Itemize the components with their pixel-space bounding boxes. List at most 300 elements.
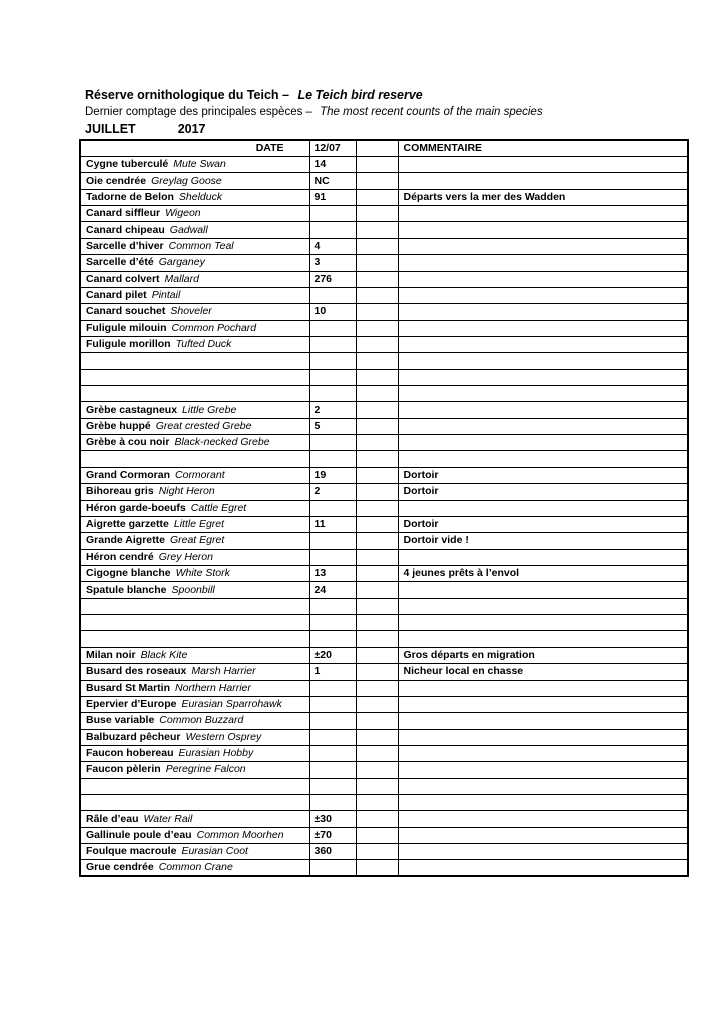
comment-cell: Dortoir bbox=[398, 467, 688, 483]
species-name-english: Common Teal bbox=[168, 239, 234, 252]
comment-cell: 4 jeunes prêts à l’envol bbox=[398, 565, 688, 581]
species-name-french: Cygne tuberculé bbox=[86, 158, 169, 171]
species-name-english: Little Egret bbox=[173, 518, 225, 531]
subtitle-separator: – bbox=[302, 106, 316, 118]
species-name-french: Faucon hobereau bbox=[86, 747, 174, 760]
count-cell bbox=[309, 206, 356, 222]
species-name-english: Eurasian Sparrohawk bbox=[181, 698, 282, 711]
species-cell bbox=[80, 598, 309, 614]
table-row bbox=[80, 353, 688, 369]
species-cell bbox=[80, 745, 309, 761]
empty-cell bbox=[356, 189, 398, 205]
count-cell: 13 bbox=[309, 565, 356, 581]
table-row bbox=[80, 615, 688, 631]
table-row bbox=[80, 157, 688, 173]
species-name-french: Sarcelle d’hiver bbox=[86, 239, 164, 252]
comment-cell: Départs vers la mer des Wadden bbox=[398, 189, 688, 205]
table-row bbox=[80, 206, 688, 222]
table-row bbox=[80, 484, 688, 500]
count-cell bbox=[309, 696, 356, 712]
empty-cell bbox=[356, 484, 398, 500]
species-cell bbox=[80, 386, 309, 402]
count-cell: 24 bbox=[309, 582, 356, 598]
species-name-english: Black Kite bbox=[140, 648, 188, 661]
comment-cell bbox=[398, 598, 688, 614]
table-row bbox=[80, 565, 688, 581]
table-row bbox=[80, 827, 688, 843]
comment-cell bbox=[398, 157, 688, 173]
species-name-english: Peregrine Falcon bbox=[165, 763, 246, 776]
empty-cell bbox=[356, 173, 398, 189]
count-cell: 91 bbox=[309, 189, 356, 205]
species-cell bbox=[80, 173, 309, 189]
species-cell bbox=[80, 664, 309, 680]
species-cell bbox=[80, 565, 309, 581]
species-name-french: Epervier d’Europe bbox=[86, 698, 177, 711]
species-name-english: Eurasian Coot bbox=[181, 845, 248, 858]
table-row bbox=[80, 189, 688, 205]
species-name-english: Night Heron bbox=[158, 485, 215, 498]
species-name-french: Héron garde-boeufs bbox=[86, 501, 186, 514]
empty-cell bbox=[356, 615, 398, 631]
empty-cell bbox=[356, 320, 398, 336]
species-cell bbox=[80, 795, 309, 811]
comment-cell bbox=[398, 173, 688, 189]
empty-cell bbox=[356, 222, 398, 238]
empty-cell bbox=[356, 745, 398, 761]
count-cell bbox=[309, 713, 356, 729]
species-name-english: Little Grebe bbox=[182, 403, 237, 416]
species-name-french: Oie cendrée bbox=[86, 174, 147, 187]
species-cell bbox=[80, 680, 309, 696]
empty-cell bbox=[356, 206, 398, 222]
table-row bbox=[80, 745, 688, 761]
species-count-table-body bbox=[80, 140, 688, 876]
species-name-french: Canard souchet bbox=[86, 305, 166, 318]
species-cell bbox=[80, 238, 309, 254]
count-cell: 360 bbox=[309, 844, 356, 860]
empty-cell bbox=[356, 402, 398, 418]
count-cell bbox=[309, 860, 356, 877]
species-name-english: Pintail bbox=[151, 289, 181, 302]
species-name-english: Shoveler bbox=[170, 305, 212, 318]
empty-cell bbox=[356, 827, 398, 843]
empty-cell bbox=[356, 369, 398, 385]
count-cell: 276 bbox=[309, 271, 356, 287]
comment-cell bbox=[398, 615, 688, 631]
count-cell bbox=[309, 500, 356, 516]
species-name-french: Busard St Martin bbox=[86, 681, 171, 694]
count-cell: 14 bbox=[309, 157, 356, 173]
empty-cell bbox=[356, 664, 398, 680]
species-name-french: Grèbe castagneux bbox=[86, 403, 178, 416]
table-row bbox=[80, 598, 688, 614]
species-cell bbox=[80, 696, 309, 712]
empty-cell bbox=[356, 631, 398, 647]
count-cell bbox=[309, 222, 356, 238]
species-name-french: Canard pilet bbox=[86, 289, 147, 302]
comment-cell bbox=[398, 418, 688, 434]
species-name-french: Tadorne de Belon bbox=[86, 190, 174, 203]
comment-cell: Gros départs en migration bbox=[398, 647, 688, 663]
table-row bbox=[80, 762, 688, 778]
species-name-french: Fuligule morillon bbox=[86, 338, 171, 351]
table-row bbox=[80, 664, 688, 680]
species-cell bbox=[80, 500, 309, 516]
comment-cell bbox=[398, 500, 688, 516]
comment-cell: Nicheur local en chasse bbox=[398, 664, 688, 680]
count-cell bbox=[309, 533, 356, 549]
empty-cell bbox=[356, 778, 398, 794]
species-name-french: Aigrette garzette bbox=[86, 518, 169, 531]
table-row bbox=[80, 418, 688, 434]
table-row bbox=[80, 287, 688, 303]
species-cell bbox=[80, 418, 309, 434]
species-cell bbox=[80, 189, 309, 205]
table-row bbox=[80, 402, 688, 418]
comment-cell bbox=[398, 353, 688, 369]
species-cell bbox=[80, 811, 309, 827]
comment-cell bbox=[398, 631, 688, 647]
count-cell bbox=[309, 795, 356, 811]
comment-cell bbox=[398, 811, 688, 827]
species-cell bbox=[80, 353, 309, 369]
empty-cell bbox=[356, 500, 398, 516]
count-cell bbox=[309, 320, 356, 336]
species-name-english: Common Buzzard bbox=[159, 714, 244, 727]
empty-cell bbox=[356, 353, 398, 369]
species-name-english: Eurasian Hobby bbox=[178, 747, 254, 760]
comment-cell bbox=[398, 696, 688, 712]
species-name-english: Common Pochard bbox=[171, 321, 257, 334]
species-cell bbox=[80, 533, 309, 549]
subtitle-english: The most recent counts of the main species bbox=[320, 106, 543, 118]
species-cell bbox=[80, 778, 309, 794]
count-cell bbox=[309, 353, 356, 369]
species-cell bbox=[80, 304, 309, 320]
empty-cell bbox=[356, 811, 398, 827]
comment-cell bbox=[398, 549, 688, 565]
species-name-french: Faucon pèlerin bbox=[86, 763, 161, 776]
table-row bbox=[80, 222, 688, 238]
species-name-french: Grand Cormoran bbox=[86, 469, 171, 481]
comment-cell bbox=[398, 745, 688, 761]
species-name-english: Mute Swan bbox=[173, 158, 226, 171]
period-month: JUILLET bbox=[85, 122, 136, 136]
empty-cell bbox=[356, 255, 398, 271]
species-name-french: Héron cendré bbox=[86, 550, 154, 563]
table-row bbox=[80, 238, 688, 254]
count-cell bbox=[309, 729, 356, 745]
table-row bbox=[80, 860, 688, 877]
date-header-cell bbox=[80, 140, 309, 157]
count-cell bbox=[309, 598, 356, 614]
comment-cell: Dortoir bbox=[398, 484, 688, 500]
comment-cell bbox=[398, 386, 688, 402]
comment-cell bbox=[398, 271, 688, 287]
empty-cell bbox=[356, 435, 398, 451]
species-name-french: Bihoreau gris bbox=[86, 485, 154, 498]
empty-cell bbox=[356, 844, 398, 860]
comment-cell bbox=[398, 287, 688, 303]
count-cell bbox=[309, 386, 356, 402]
species-name-french: Fuligule milouin bbox=[86, 321, 167, 334]
species-name-english: Common Moorhen bbox=[196, 828, 284, 841]
count-cell: NC bbox=[309, 173, 356, 189]
table-row bbox=[80, 795, 688, 811]
species-name-french: Milan noir bbox=[86, 648, 136, 661]
species-name-english: Tufted Duck bbox=[175, 338, 232, 351]
species-name-french: Grande Aigrette bbox=[86, 534, 165, 547]
empty-cell bbox=[356, 304, 398, 320]
count-cell bbox=[309, 762, 356, 778]
count-cell: ±30 bbox=[309, 811, 356, 827]
empty-cell bbox=[356, 271, 398, 287]
species-name-english: Grey Heron bbox=[158, 550, 213, 563]
species-cell bbox=[80, 451, 309, 467]
species-cell bbox=[80, 582, 309, 598]
comment-cell bbox=[398, 255, 688, 271]
table-row bbox=[80, 451, 688, 467]
species-name-english: Greylag Goose bbox=[151, 174, 222, 187]
empty-cell bbox=[356, 696, 398, 712]
species-cell bbox=[80, 320, 309, 336]
comment-cell bbox=[398, 860, 688, 877]
comment-cell bbox=[398, 680, 688, 696]
comment-cell bbox=[398, 713, 688, 729]
comment-cell bbox=[398, 435, 688, 451]
species-name-french: Canard colvert bbox=[86, 272, 160, 285]
table-row bbox=[80, 516, 688, 532]
comment-cell bbox=[398, 827, 688, 843]
table-row bbox=[80, 696, 688, 712]
species-cell bbox=[80, 287, 309, 303]
comment-cell bbox=[398, 238, 688, 254]
table-row bbox=[80, 173, 688, 189]
empty-cell bbox=[356, 287, 398, 303]
table-row bbox=[80, 255, 688, 271]
species-cell bbox=[80, 762, 309, 778]
count-cell: ±70 bbox=[309, 827, 356, 843]
species-name-english: Wigeon bbox=[165, 207, 201, 220]
empty-cell bbox=[356, 713, 398, 729]
species-name-english: Shelduck bbox=[178, 190, 223, 203]
species-name-english: Western Osprey bbox=[185, 730, 262, 743]
empty-cell bbox=[356, 762, 398, 778]
species-cell bbox=[80, 631, 309, 647]
comment-cell bbox=[398, 582, 688, 598]
empty-cell bbox=[356, 680, 398, 696]
empty-header-cell bbox=[356, 140, 398, 157]
species-cell bbox=[80, 713, 309, 729]
count-period bbox=[85, 122, 685, 136]
empty-cell bbox=[356, 516, 398, 532]
empty-cell bbox=[356, 598, 398, 614]
subtitle-french: Dernier comptage des principales espèces bbox=[85, 106, 303, 118]
species-cell bbox=[80, 844, 309, 860]
table-row bbox=[80, 631, 688, 647]
count-cell: 3 bbox=[309, 255, 356, 271]
count-cell bbox=[309, 451, 356, 467]
species-name-french: Foulque macroule bbox=[86, 845, 177, 858]
comment-cell bbox=[398, 844, 688, 860]
table-row bbox=[80, 369, 688, 385]
empty-cell bbox=[356, 565, 398, 581]
table-row bbox=[80, 680, 688, 696]
count-cell bbox=[309, 745, 356, 761]
document-subtitle bbox=[85, 104, 685, 122]
empty-cell bbox=[356, 860, 398, 877]
empty-cell bbox=[356, 467, 398, 483]
comment-cell bbox=[398, 336, 688, 352]
comment-cell bbox=[398, 369, 688, 385]
comment-cell bbox=[398, 304, 688, 320]
species-cell bbox=[80, 271, 309, 287]
table-row bbox=[80, 386, 688, 402]
species-name-english: White Stork bbox=[175, 567, 230, 580]
comment-cell bbox=[398, 222, 688, 238]
comment-cell: Dortoir bbox=[398, 516, 688, 532]
species-cell bbox=[80, 402, 309, 418]
empty-cell bbox=[356, 647, 398, 663]
table-row bbox=[80, 713, 688, 729]
table-row bbox=[80, 435, 688, 451]
table-row bbox=[80, 320, 688, 336]
species-cell bbox=[80, 729, 309, 745]
species-cell bbox=[80, 549, 309, 565]
empty-cell bbox=[356, 533, 398, 549]
species-name-french: Cigogne blanche bbox=[86, 567, 171, 580]
species-name-french: Sarcelle d’été bbox=[86, 256, 154, 269]
species-cell bbox=[80, 255, 309, 271]
species-name-english: Marsh Harrier bbox=[191, 665, 256, 678]
comment-cell bbox=[398, 320, 688, 336]
empty-cell bbox=[356, 729, 398, 745]
species-name-english: Spoonbill bbox=[171, 583, 215, 596]
species-cell bbox=[80, 157, 309, 173]
empty-cell bbox=[356, 582, 398, 598]
species-cell bbox=[80, 467, 309, 483]
species-cell bbox=[80, 647, 309, 663]
comment-header-cell: COMMENTAIRE bbox=[398, 140, 688, 157]
empty-cell bbox=[356, 386, 398, 402]
species-name-english: Great Egret bbox=[169, 534, 225, 547]
species-name-french: Canard chipeau bbox=[86, 223, 165, 236]
species-count-table bbox=[79, 139, 689, 877]
species-name-french: Râle d’eau bbox=[86, 812, 139, 825]
species-cell bbox=[80, 206, 309, 222]
table-row bbox=[80, 500, 688, 516]
count-cell bbox=[309, 287, 356, 303]
species-name-french: Grèbe huppé bbox=[86, 419, 151, 432]
species-cell bbox=[80, 369, 309, 385]
species-name-english: Cormorant bbox=[175, 469, 225, 481]
count-cell: 10 bbox=[309, 304, 356, 320]
count-cell bbox=[309, 680, 356, 696]
count-cell bbox=[309, 778, 356, 794]
table-row bbox=[80, 582, 688, 598]
empty-cell bbox=[356, 238, 398, 254]
count-cell: 1 bbox=[309, 664, 356, 680]
count-cell: 2 bbox=[309, 402, 356, 418]
empty-cell bbox=[356, 451, 398, 467]
table-row bbox=[80, 729, 688, 745]
count-cell bbox=[309, 369, 356, 385]
species-name-english: Mallard bbox=[164, 272, 199, 285]
table-row bbox=[80, 467, 688, 483]
table-row bbox=[80, 647, 688, 663]
species-name-french: Spatule blanche bbox=[86, 583, 167, 596]
species-name-english: Gadwall bbox=[169, 223, 208, 236]
table-row bbox=[80, 271, 688, 287]
count-cell: 2 bbox=[309, 484, 356, 500]
species-name-french: Grèbe à cou noir bbox=[86, 436, 170, 449]
count-cell: 5 bbox=[309, 418, 356, 434]
document-title bbox=[85, 87, 685, 104]
species-name-english: Garganey bbox=[158, 256, 205, 269]
species-name-french: Gallinule poule d’eau bbox=[86, 828, 192, 841]
species-name-english: Black-necked Grebe bbox=[174, 436, 270, 449]
count-cell bbox=[309, 336, 356, 352]
species-cell bbox=[80, 484, 309, 500]
count-cell: ±20 bbox=[309, 647, 356, 663]
species-name-french: Buse variable bbox=[86, 714, 155, 727]
species-cell bbox=[80, 336, 309, 352]
empty-cell bbox=[356, 336, 398, 352]
species-name-english: Water Rail bbox=[143, 812, 193, 825]
date-label: DATE bbox=[255, 142, 284, 154]
table-row bbox=[80, 533, 688, 549]
species-name-english: Great crested Grebe bbox=[155, 419, 252, 432]
comment-cell: Dortoir vide ! bbox=[398, 533, 688, 549]
count-cell: 4 bbox=[309, 238, 356, 254]
count-cell bbox=[309, 631, 356, 647]
table-row bbox=[80, 778, 688, 794]
species-cell bbox=[80, 222, 309, 238]
period-year: 2017 bbox=[177, 122, 206, 136]
comment-cell bbox=[398, 451, 688, 467]
species-cell bbox=[80, 860, 309, 877]
species-cell bbox=[80, 435, 309, 451]
comment-cell bbox=[398, 206, 688, 222]
table-row bbox=[80, 304, 688, 320]
table-row bbox=[80, 811, 688, 827]
count-cell: 19 bbox=[309, 467, 356, 483]
species-cell bbox=[80, 516, 309, 532]
species-name-french: Busard des roseaux bbox=[86, 665, 187, 678]
species-cell bbox=[80, 615, 309, 631]
document-header bbox=[85, 87, 685, 136]
table-row bbox=[80, 549, 688, 565]
species-name-french: Canard siffleur bbox=[86, 207, 161, 220]
species-name-english: Common Crane bbox=[158, 861, 233, 874]
count-cell bbox=[309, 549, 356, 565]
species-name-english: Northern Harrier bbox=[175, 681, 251, 694]
comment-cell bbox=[398, 762, 688, 778]
empty-cell bbox=[356, 157, 398, 173]
count-cell bbox=[309, 615, 356, 631]
table-header-row bbox=[80, 140, 688, 157]
species-cell bbox=[80, 827, 309, 843]
comment-cell bbox=[398, 402, 688, 418]
comment-cell bbox=[398, 778, 688, 794]
comment-cell bbox=[398, 729, 688, 745]
title-french: Réserve ornithologique du Teich bbox=[85, 88, 279, 102]
title-separator: – bbox=[278, 88, 293, 102]
table-row bbox=[80, 844, 688, 860]
empty-cell bbox=[356, 418, 398, 434]
species-name-french: Grue cendrée bbox=[86, 861, 154, 874]
